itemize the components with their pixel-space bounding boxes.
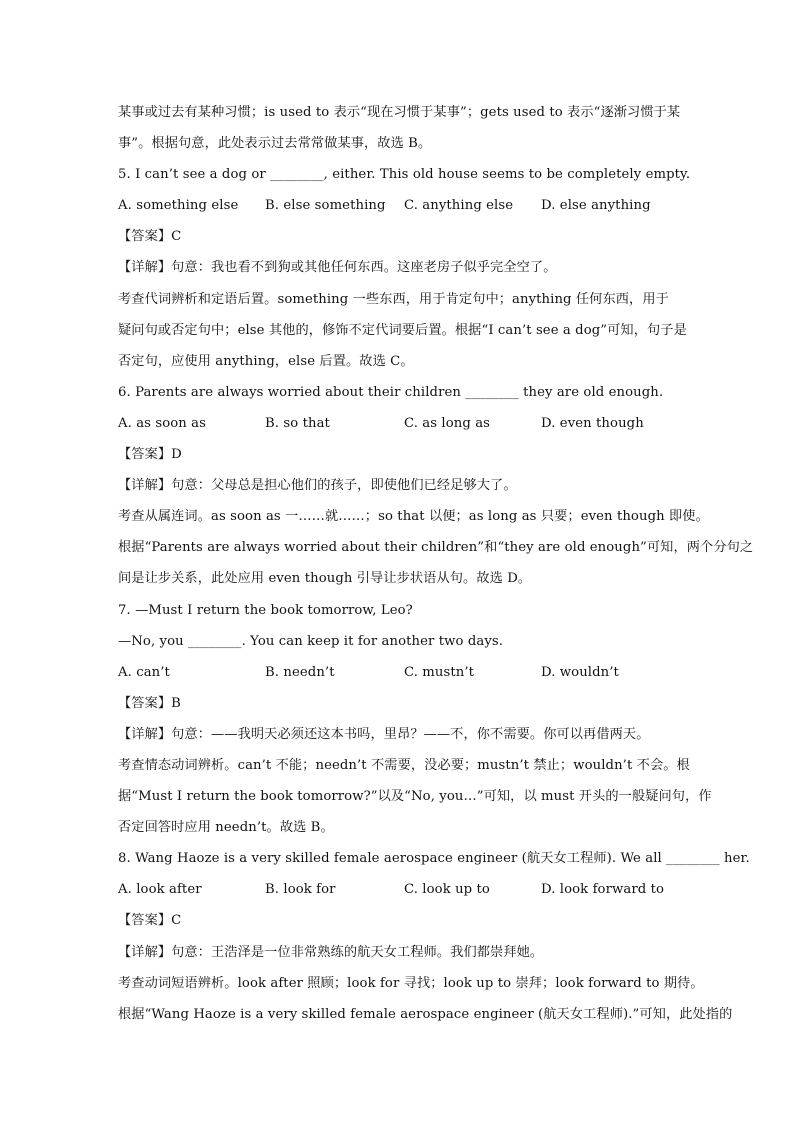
explanation-q7-line3: 否定回答时应用 needn’t。故选 B。 (118, 820, 334, 836)
option-a: A. look after (118, 882, 202, 898)
page-content (118, 100, 754, 1033)
option-c: C. anything else (404, 198, 514, 214)
explanation-q5-line2: 疑问句或否定句中；else 其他的，修饰不定代词要后置。根据“I can’t see a dog”可知，句子是 (118, 322, 687, 338)
option-a: A. something else (118, 198, 239, 214)
explanation-q6-meaning: 【详解】句意：父母总是担心他们的孩子，即使他们已经足够大了。 (118, 478, 517, 494)
question-7-stem-line1: 7. —Must I return the book tomorrow, Leo? (118, 602, 413, 618)
answer-q5: 【答案】C (118, 229, 182, 245)
explanation-q7-line2: 据“Must I return the book tomorrow?”以及“No, you…”可知，以 must 开头的一般疑问句，作 (118, 789, 712, 805)
explanation-q5-line3: 否定句，应使用 anything，else 后置。故选 C。 (118, 353, 414, 369)
question-7-stem-line2: —No, you ________. You can keep it for another two days. (118, 633, 504, 649)
option-c: C. mustn’t (404, 664, 475, 680)
question-6-stem: 6. Parents are always worried about their children ________ they are old enough. (118, 384, 664, 400)
option-a: A. can’t (118, 664, 170, 680)
option-b: B. needn’t (265, 664, 335, 680)
question-7-options (118, 660, 684, 691)
explanation-q8-line2: 根据“Wang Haoze is a very skilled female aerospace engineer (航天女工程师).”可知，此处指的 (118, 1006, 733, 1022)
explanation-q7-meaning: 【详解】句意：——我明天必须还这本书吗，里昂？——不，你不需要。你可以再借两天。 (118, 726, 650, 742)
option-a: A. as soon as (118, 415, 206, 431)
option-d: D. look forward to (541, 882, 665, 898)
explanation-text-q4-line1: 某事或过去有某种习惯；is used to 表示“现在习惯于某事”；gets used to 表示“逐渐习惯于某 (118, 105, 681, 120)
explanation-q6-line1: 考查从属连词。as soon as 一……就……；so that 以便；as long as 只要；even though 即使。 (118, 509, 709, 525)
explanation-q8-line1: 考查动词短语辨析。look after 照顾；look for 寻找；look up to 崇拜；look forward to 期待。 (118, 975, 704, 991)
question-8-stem: 8. Wang Haoze is a very skilled female aerospace engineer (航天女工程师). We all ________ her. (118, 851, 750, 867)
option-d: D. even though (541, 415, 644, 431)
question-5-stem: 5. I can’t see a dog or ________, either. This old house seems to be completely empty. (118, 167, 691, 183)
explanation-q6-line3: 间是让步关系，此处应用 even though 引导让步状语从句。故选 D。 (118, 571, 532, 587)
answer-q8: 【答案】C (118, 913, 182, 929)
explanation-q5-line1: 考查代词辨析和定语后置。something 一些东西，用于肯定句中；anything 任何东西，用于 (118, 291, 669, 307)
question-5-options (118, 193, 684, 224)
explanation-q6-line2: 根据“Parents are always worried about their children”和“they are old enough”可知，两个分句之 (118, 540, 754, 556)
question-6-options (118, 411, 684, 442)
option-c: C. look up to (404, 882, 490, 898)
explanation-q5-meaning: 【详解】句意：我也看不到狗或其他任何东西。这座老房子似乎完全空了。 (118, 260, 557, 276)
option-d: D. else anything (541, 198, 651, 214)
option-b: B. look for (265, 882, 336, 898)
option-b: B. else something (265, 198, 386, 214)
answer-q7: 【答案】B (118, 695, 181, 711)
option-c: C. as long as (404, 415, 491, 431)
answer-q6: 【答案】D (118, 447, 182, 463)
option-d: D. wouldn’t (541, 664, 619, 680)
explanation-q7-line1: 考查情态动词辨析。can’t 不能；needn’t 不需要，没必要；mustn’t 禁止；wouldn’t 不会。根 (118, 757, 690, 773)
option-b: B. so that (265, 415, 330, 431)
explanation-q8-meaning: 【详解】句意：王浩泽是一位非常熟练的航天女工程师。我们都崇拜她。 (118, 944, 544, 960)
question-8-options (118, 877, 684, 908)
explanation-text-q4-line2: 事”。根据句意，此处表示过去常常做某事，故选 B。 (118, 136, 432, 152)
